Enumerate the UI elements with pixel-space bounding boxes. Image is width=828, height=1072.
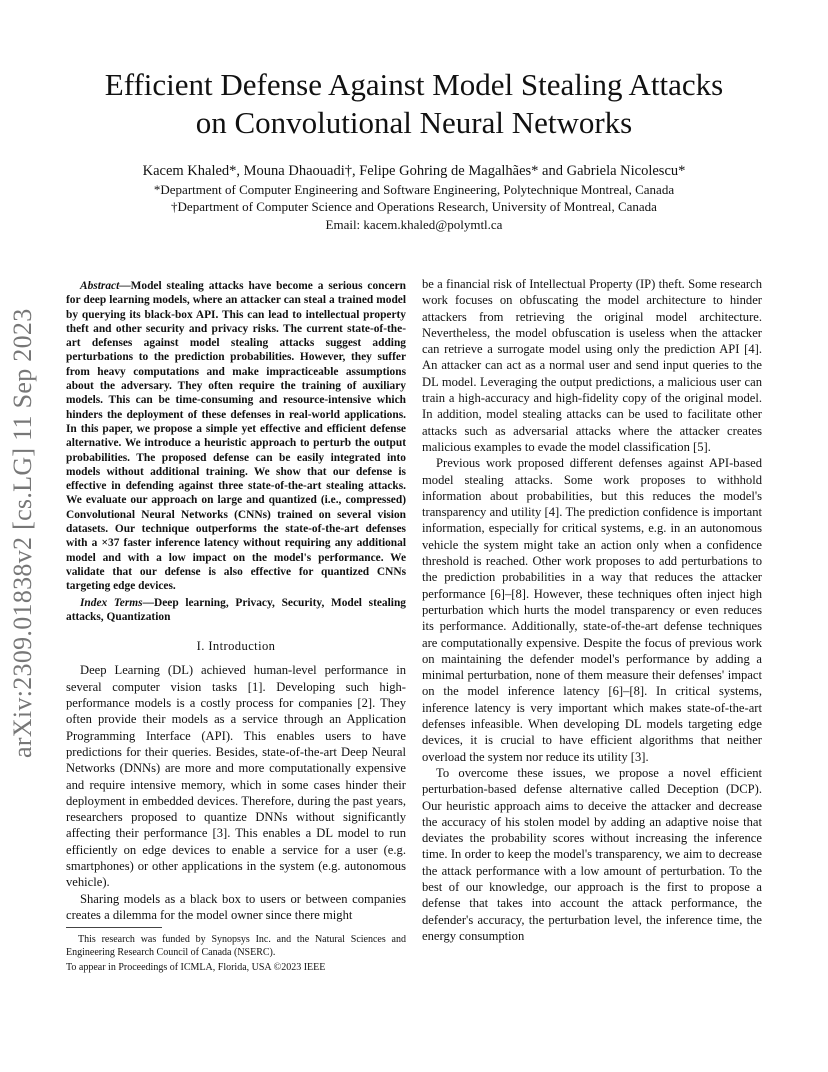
- index-terms-text: —Deep learning, Privacy, Security, Model stealing attacks, Quantization: [66, 596, 406, 623]
- author-list: Kacem Khaled*, Mouna Dhaouadi†, Felipe Gohring de Magalhães* and Gabriela Nicolescu*: [142, 163, 686, 179]
- left-column: [66, 279, 406, 923]
- affiliation-1: *Department of Computer Engineering and Software Engineering, Polytechnique Montreal, Canada: [153, 182, 675, 197]
- affiliation-2: †Department of Computer Science and Operations Research, University of Montreal, Canada: [171, 199, 657, 214]
- title-line-2: on Convolutional Neural Networks: [195, 105, 633, 140]
- body-paragraph-2: Previous work proposed different defenses against API-based model stealing attacks. Some work proposes to withhold information about probabilities, but this reduces the model's transparency and utility [4]. The prediction confidence is important information, especially for critical systems, e.g. in an autonomous vehicle the system might take an action only when a confidence threshold is reached. Other work proposes to add perturbations to the prediction probabilities in a way that reduces the attacker performance [6]–[8]. However, these techniques often inject high perturbation which hurts the model transparency or even reduces its performance. Additionally, state-of-the-art defense techniques are computationally expensive. Despite the focus of previous work on maintaining the defender model's performance by adding a minimal perturbation, none of them measure their defenses' impact on the model inference latency [6]–[8]. In critical systems, inference latency is very important which makes state-of-the-art defenses infeasible. When developing DL models targeting edge devices, it is crucial to have efficient algorithms that neither overload the system nor reduce its utility [3].: [422, 456, 762, 764]
- right-column: [422, 276, 762, 944]
- proceedings-note: To appear in Proceedings of ICMLA, Florida, USA ©2023 IEEE: [66, 962, 326, 973]
- body-paragraph-1: be a financial risk of Intellectual Property (IP) theft. Some research work focuses on obfuscating the model architecture to hinder attackers from retrieving the original model architecture. Nevertheless, the model obfuscation is useless when the attacker can retrieve a surrogate model using only the prediction API [4]. An attacker can act as a normal user and send input queries to the DL model. Leveraging the output predictions, a malicious user can train a high-accuracy and high-fidelity copy of the original model. In addition, model stealing attacks can be used to facilitate other attacks such as adversarial attacks where the attacker creates malicious examples to evade the model classification [5].: [422, 277, 762, 454]
- index-terms-label: Index Terms: [80, 596, 143, 609]
- abstract: [66, 279, 406, 594]
- title-line-1: Efficient Defense Against Model Stealing Attacks: [104, 67, 724, 102]
- intro-paragraph-2: Sharing models as a black box to users or between companies creates a dilemma for the model owner since there might: [66, 891, 406, 922]
- intro-paragraph-1: Deep Learning (DL) achieved human-level performance in several computer vision tasks [1]. Developing such high-performance models is a costly process for companies [2]. They often provide their models as a service through an Application Programming Interface (API). This enables users to have predictions for their queries. Besides, state-of-the-art Deep Neural Networks (DNNs) are more and more computationally expensive and require intensive memory, which in some cases hinder their deployment in embedded devices. Therefore, during the past years, researchers proposed to quantize DNNs without significantly affecting their performance [3]. This enables a DL model to run efficiently on edge devices to enable a service for a user (e.g. smartphones) or other applications in the system (e.g. autonomous vehicle).: [66, 663, 406, 890]
- index-terms: [66, 596, 406, 625]
- footnote-rule: [66, 927, 162, 928]
- funding-footnote: This research was funded by Synopsys Inc. and the Natural Sciences and Engineering Research Council of Canada (NSERC).: [66, 934, 406, 958]
- abstract-text: —Model stealing attacks have become a serious concern for deep learning models, where an attacker can steal a trained model by querying its black-box API. This can lead to intellectual property theft and other security and privacy risks. The current state-of-the-art defenses against model stealing attacks suggest adding perturbations to the prediction probabilities. However, they suffer from heavy computations and make impracticeable assumptions about the adversary. They often require the training of auxiliary models. This can be time-consuming and resource-intensive which hinders the deployment of these defenses in real-world applications. In this paper, we propose a simple yet effective and efficient defense alternative. We introduce a heuristic approach to perturb the output probabilities. The proposed defense can be easily integrated into models without additional training. We show that our defense is effective in defending against three state-of-the-art stealing attacks. We evaluate our approach on large and quantized (i.e., compressed) Convolutional Neural Networks (CNNs) trained on several vision datasets. Our technique outperforms the state-of-the-art defenses with a ×37 faster inference latency without requiring any additional model and with a low impact on the model's performance. We validate that our defense is also effective for quantized CNNs targeting edge devices.: [66, 280, 406, 593]
- abstract-label: Abstract: [80, 280, 120, 292]
- section-heading-introduction: I. Introduction: [196, 639, 276, 654]
- contact-email: Email: kacem.khaled@polymtl.ca: [325, 217, 503, 232]
- arxiv-identifier-stamp: arXiv:2309.01838v2 [cs.LG] 11 Sep 2023: [8, 308, 37, 758]
- body-paragraph-3: To overcome these issues, we propose a novel efficient perturbation-based defense alternative called Deception (DCP). Our heuristic approach aims to deceive the attacker and decrease the accuracy of his stolen model by adding an adaptive noise that deviates the probability scores without increasing the inference time. In order to keep the model's transparency, we aim to decrease the attack performance with a low amount of perturbation. To the best of our knowledge, our approach is the first to propose a defense that takes into account the attack performance, the defender's accuracy, the perturbation level, the inference time, the energy consumption: [422, 765, 762, 943]
- paper-title: [0, 66, 828, 142]
